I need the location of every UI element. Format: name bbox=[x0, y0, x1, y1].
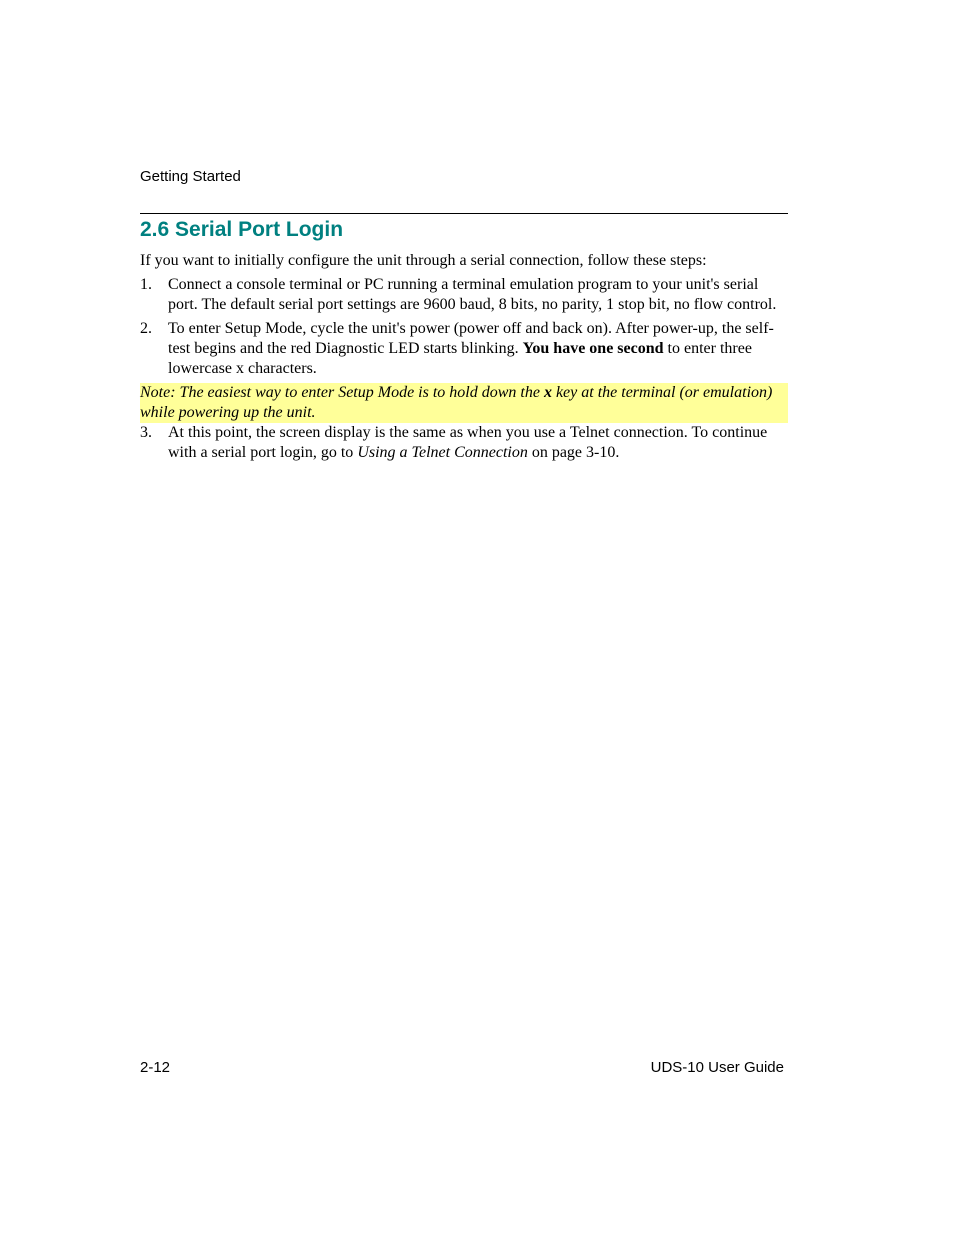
step-text bbox=[168, 424, 767, 461]
step-number: 2. bbox=[140, 320, 152, 337]
header-rule bbox=[140, 213, 788, 214]
intro-paragraph: If you want to initially configure the unit through a serial connection, follow these steps: bbox=[140, 252, 707, 269]
step-text bbox=[168, 320, 774, 377]
section-body bbox=[140, 251, 788, 467]
footer-page-number: 2-12 bbox=[140, 1059, 171, 1076]
step-3 bbox=[140, 423, 788, 463]
note-callout bbox=[140, 383, 788, 423]
section-title: 2.6 Serial Port Login bbox=[140, 218, 344, 241]
cross-reference-title: Using a Telnet Connection bbox=[357, 444, 528, 461]
step-2 bbox=[140, 319, 788, 379]
step-text: Connect a console terminal or PC running a terminal emulation program to your unit's serial port. The default serial port settings are 9600 baud, 8 bits, no parity, 1 stop bit, no flow control. bbox=[168, 276, 777, 313]
step-emphasis: You have one second bbox=[522, 340, 664, 357]
step-text-after: on page 3-10. bbox=[527, 444, 620, 461]
note-text-before: Note: The easiest way to enter Setup Mode is to hold down the bbox=[140, 384, 544, 401]
note-text-after: key at the terminal (or emulation) while powering up the unit. bbox=[140, 384, 773, 421]
note-key: x bbox=[543, 384, 552, 401]
step-text-before: To enter Setup Mode, cycle the unit's power (power off and back on). After power-up, the self-test begins and the red Diagnostic LED starts blinking. bbox=[168, 320, 774, 357]
step-number: 3. bbox=[140, 424, 152, 441]
step-1 bbox=[140, 275, 788, 315]
step-number: 1. bbox=[140, 276, 152, 293]
step-text-before: At this point, the screen display is the same as when you use a Telnet connection. To continue with a serial port login, go to bbox=[168, 424, 768, 461]
step-text-after: to enter three lowercase x characters. bbox=[168, 340, 752, 377]
footer-doc-title: UDS-10 User Guide bbox=[650, 1059, 784, 1076]
running-header: Getting Started bbox=[140, 168, 241, 185]
